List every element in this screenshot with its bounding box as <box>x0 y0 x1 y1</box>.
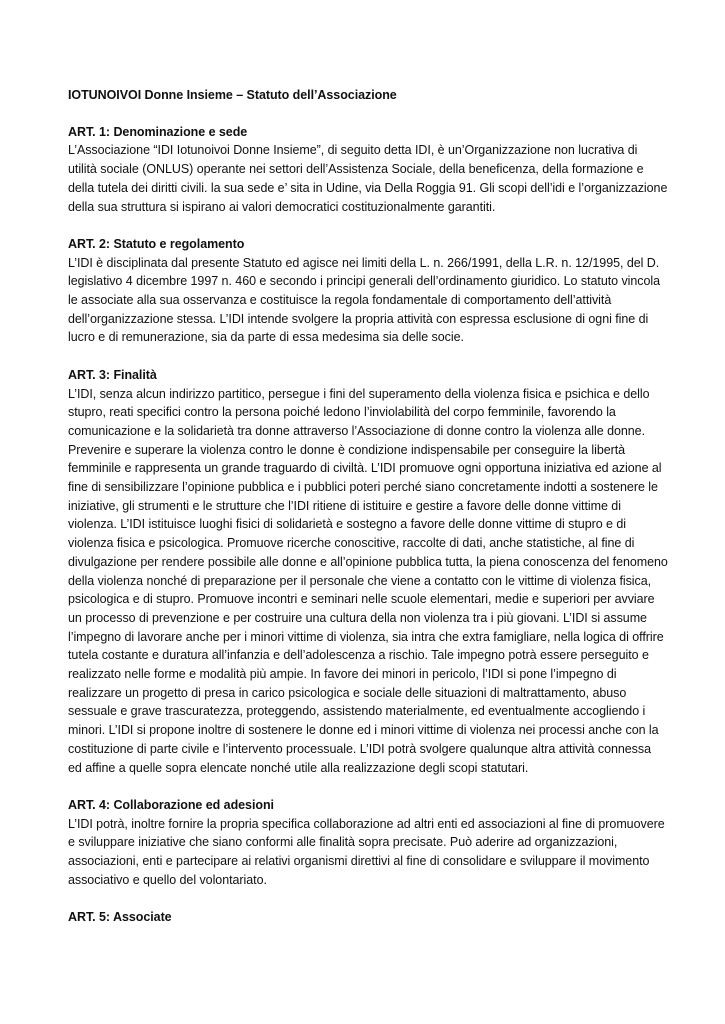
document-content <box>68 86 668 946</box>
document-title: IOTUNOIVOI Donne Insieme – Statuto dell’Associazione <box>68 88 397 102</box>
article-body: L’IDI potrà, inoltre fornire la propria specifica collaborazione ad altri enti ed associazioni al fine di promuovere e sviluppare iniziative che siano conformi alle finalità sopra precisate. Può aderire ad organizzazioni, associazioni, enti e partecipare ai relativi organismi direttivi al fine di consolidare e sviluppare il movimento associativo e quello del volontariato. <box>68 816 665 887</box>
article-5 <box>68 908 668 927</box>
article-3 <box>68 366 668 777</box>
article-heading: ART. 3: Finalità <box>68 367 157 382</box>
article-body: L’IDI è disciplinata dal presente Statuto ed agisce nei limiti della L. n. 266/1991, della L.R. n. 12/1995, del D. legislativo 4 dicembre 1997 n. 460 e secondo i principi generali dell’ordinamento giuridico. Lo statuto vincola le associate alla sua osservanza e costituisce la regola fondamentale di comportamento dell’attività dell’organizzazione stessa. L’IDI intende svolgere la propria attività con espressa esclusione di ogni fine di lucro e di remunerazione, sia da parte di essa medesima sia delle socie. <box>68 255 661 345</box>
article-body: L’IDI, senza alcun indirizzo partitico, persegue i fini del superamento della violenza fisica e psichica e dello stupro, reati specifici contro la persona poiché ledono l’inviolabilità del corpo femminile, favorendo la comunicazione e la solidarietà tra donne attraverso l’Associazione di donne contro la violenza alle donne. Prevenire e superare la violenza contro le donne è condizione indispensabile per conseguire la libertà femminile e rappresenta un grande traguardo di civiltà. L’IDI promuove ogni opportuna iniziativa ed azione al fine di sensibilizzare l’opinione pubblica e i pubblici poteri perché siano concretamente indotti a sostenere le iniziative, gli strumenti e le strutture che l’IDI ritiene di istituire e gestire a favore delle donne vittime di violenza. L’IDI istituisce luoghi fisici di solidarietà e sostegno a favore delle donne vittime di stupro e di violenza fisica e psicologica. Promuove ricerche conoscitive, raccolte di dati, anche statistiche, al fine di divulgazione per rendere possibile alle donne e all’opinione pubblica tutta, la piena conoscenza del fenomeno della violenza nonché di preparazione per il personale che viene a contatto con le vittime di violenza fisica, psicologica e di stupro. Promuove incontri e seminari nelle scuole elementari, medie e superiori per avviare un processo di prevenzione e per costruire una cultura della non violenza tra i più giovani. L’IDI si assume l’impegno di lavorare anche per i minori vittime di violenza, sia intra che extra famigliare, nella logica di offrire tutela costante e duratura all’infanzia e dell’adolescenza a rischio. Tale impegno potrà essere perseguito e realizzato nelle forme e modalità più ampie. In favore dei minori in pericolo, l’IDI si pone l’impegno di realizzare un progetto di presa in carico psicologica e sociale delle situazioni di maltrattamento, abuso sessuale e grave trascuratezza, proteggendo, assistendo materialmente, ed eventualmente accogliendo i minori. L’IDI si propone inoltre di sostenere le donne ed i minori vittime di violenza nei processi anche con la costituzione di parte civile e l’intervento processuale. L’IDI potrà svolgere qualunque altra attività connessa ed affine a quelle sopra elencate nonché utile alla realizzazione degli scopi statutari. <box>68 386 668 775</box>
article-heading: ART. 1: Denominazione e sede <box>68 124 248 139</box>
article-1 <box>68 123 668 217</box>
article-heading: ART. 4: Collaborazione ed adesioni <box>68 797 274 812</box>
article-4 <box>68 796 668 890</box>
article-heading: ART. 5: Associate <box>68 910 172 925</box>
article-heading: ART. 2: Statuto e regolamento <box>68 236 245 251</box>
article-body: L’Associazione “IDI Iotunoivoi Donne Insieme”, di seguito detta IDI, è un’Organizzazione non lucrativa di utilità sociale (ONLUS) operante nei settori dell’Assistenza Sociale, della beneficenza, della formazione e della tutela dei diritti civili. la sua sede e’ sita in Udine, via Della Roggia 91. Gli scopi dell’idi e l’organizzazione della sua struttura si ispirano ai valori democratici costituzionalmente garantiti. <box>68 143 668 214</box>
article-2 <box>68 235 668 347</box>
